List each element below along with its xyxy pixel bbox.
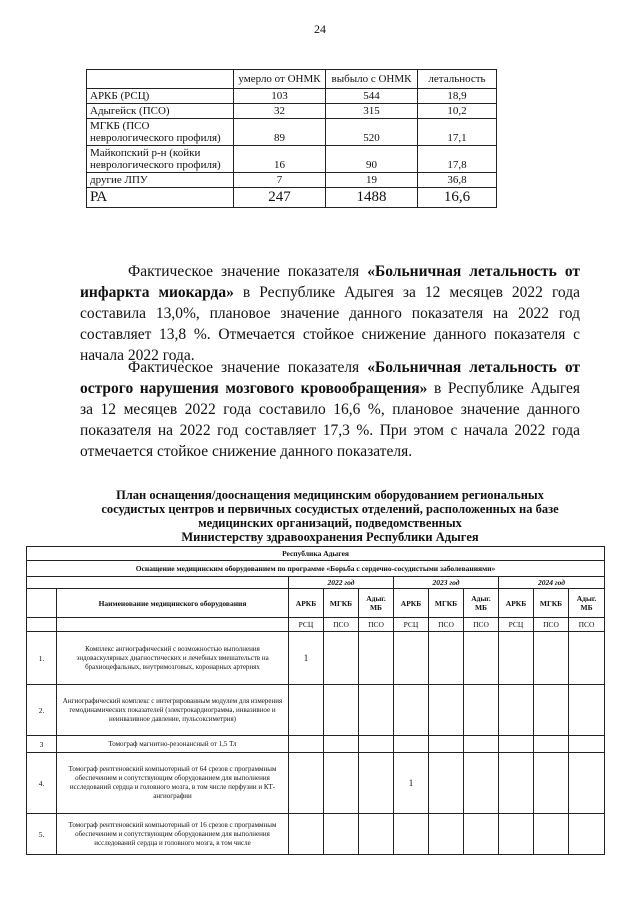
type-header-row xyxy=(27,618,605,632)
table-header-row xyxy=(87,70,497,89)
paragraph-bold: «Больничная летальность от инфаркта миокарда» xyxy=(80,263,581,301)
table-row xyxy=(27,632,605,685)
quantity-cell xyxy=(464,814,499,855)
org-header: АРКБ xyxy=(289,589,324,618)
org-header: МГКБ xyxy=(324,589,359,618)
quantity-cell xyxy=(324,685,359,736)
row-name: Адыгейск (ПСО) xyxy=(87,104,234,119)
quantity-cell xyxy=(429,753,464,814)
quantity-cell xyxy=(394,736,429,753)
program-cell: Оснащение медицинским оборудованием по программе «Борьба с сердечно-сосудистыми заболеваниями» xyxy=(27,561,605,577)
table-row xyxy=(87,119,497,146)
quantity-cell xyxy=(359,632,394,685)
type-header: РСЦ xyxy=(289,618,324,632)
table-row xyxy=(87,146,497,173)
table-row xyxy=(87,104,497,119)
paragraph-bold: «Больничная летальность от острого нарушения мозгового кровообращения» xyxy=(80,359,581,397)
quantity-cell xyxy=(569,753,605,814)
org-header: МГКБ xyxy=(534,589,569,618)
quantity-cell xyxy=(289,736,324,753)
row-name: другие ЛПУ xyxy=(87,173,234,188)
quantity-cell xyxy=(324,753,359,814)
org-header-row xyxy=(27,589,605,618)
org-header: Адыг. МБ xyxy=(359,589,394,618)
quantity-cell xyxy=(499,632,534,685)
row-number: 2. xyxy=(27,685,57,736)
org-header: МГКБ xyxy=(429,589,464,618)
quantity-cell xyxy=(359,814,394,855)
empty-cell xyxy=(27,618,57,632)
paragraph-text: Фактическое значение показателя xyxy=(128,359,368,376)
quantity-cell xyxy=(499,736,534,753)
table-row xyxy=(27,685,605,736)
type-header: ПСО xyxy=(569,618,605,632)
row-died: 7 xyxy=(234,173,326,188)
quantity-cell xyxy=(534,685,569,736)
table-row xyxy=(27,753,605,814)
row-died: 16 xyxy=(234,146,326,173)
row-lethality: 17,1 xyxy=(418,119,497,146)
row-number: 3 xyxy=(27,736,57,753)
row-number: 4. xyxy=(27,753,57,814)
equipment-name: Комплекс ангиографический с возможностью выполнения эндоваскулярных диагностических и лечебных вмешательств на брахиоцефальных, внутримозговых, коронарных артериях xyxy=(57,632,289,685)
row-lethality: 18,9 xyxy=(418,89,497,104)
year-header: 2023 год xyxy=(394,577,499,589)
quantity-cell xyxy=(534,632,569,685)
paragraph-text: Фактическое значение показателя xyxy=(128,263,368,280)
table-total-row xyxy=(87,188,497,208)
row-lethality: 10,2 xyxy=(418,104,497,119)
paragraph-myocardial-infarction xyxy=(80,261,580,366)
type-header: ПСО xyxy=(534,618,569,632)
quantity-cell xyxy=(464,632,499,685)
quantity-cell xyxy=(324,736,359,753)
paragraph-text: в Республике Адыгея за 12 месяцев 2022 года составила 13,0%, плановое значение данного показателя на 2022 год составляет 13,8 %. Отмечается стойкое снижение данного показателя с начала 2022 года. xyxy=(80,284,580,364)
total-discharged: 1488 xyxy=(326,188,418,208)
type-header: ПСО xyxy=(429,618,464,632)
type-header: ПСО xyxy=(324,618,359,632)
row-died: 89 xyxy=(234,119,326,146)
row-discharged: 315 xyxy=(326,104,418,119)
year-header: 2022 год xyxy=(289,577,394,589)
plan-title-line: Министерству здравоохранения Республики Адыгея xyxy=(181,530,479,544)
plan-title-line: сосудистых центров и первичных сосудистых отделений, расположенных на базе xyxy=(101,502,559,516)
total-lethality: 16,6 xyxy=(418,188,497,208)
years-row xyxy=(27,577,605,589)
quantity-cell xyxy=(534,736,569,753)
quantity-cell xyxy=(324,814,359,855)
table-row xyxy=(87,89,497,104)
quantity-cell xyxy=(499,685,534,736)
plan-title xyxy=(80,488,580,544)
empty-cell xyxy=(27,577,289,589)
program-row xyxy=(27,561,605,577)
quantity-cell xyxy=(429,685,464,736)
quantity-cell xyxy=(429,736,464,753)
org-header: АРКБ xyxy=(394,589,429,618)
table-row xyxy=(87,173,497,188)
quantity-cell xyxy=(359,753,394,814)
quantity-cell xyxy=(569,685,605,736)
quantity-cell xyxy=(499,814,534,855)
quantity-cell xyxy=(289,753,324,814)
org-header: Адыг. МБ xyxy=(464,589,499,618)
header-cell: умерло от ОНМК xyxy=(234,70,326,89)
org-header: Адыг. МБ xyxy=(569,589,605,618)
plan-title-line: медицинских организаций, подведомственных xyxy=(198,516,462,530)
quantity-cell xyxy=(359,685,394,736)
equipment-name: Томограф магнитно-резонансный от 1,5 Тл xyxy=(57,736,289,753)
quantity-cell xyxy=(429,632,464,685)
quantity-cell xyxy=(569,632,605,685)
equipment-name: Томограф рентгеновский компьютерный от 64 срезов с программным обеспечением и сопутствующим оборудованием для выполнения исследований сердца и головного мозга, в том числе перфузии и КТ-ангиографии xyxy=(57,753,289,814)
quantity-cell: 1 xyxy=(394,753,429,814)
row-discharged: 90 xyxy=(326,146,418,173)
year-header: 2024 год xyxy=(499,577,605,589)
row-discharged: 544 xyxy=(326,89,418,104)
quantity-cell xyxy=(534,814,569,855)
paragraph-text: в Республике Адыгея за 12 месяцев 2022 года составило 16,6 %, плановое значение данного показателя на 2022 год составляет 17,3 %. При этом с начала 2022 года отмечается стойкое снижение данного показателя. xyxy=(80,380,581,460)
region-cell: Республика Адыгея xyxy=(27,547,605,561)
row-name: Майкопский р-н (койки неврологического профиля) xyxy=(87,146,234,173)
quantity-cell: 1 xyxy=(289,632,324,685)
plan-title-line: План оснащения/дооснащения медицинским оборудованием региональных xyxy=(116,488,544,502)
header-cell: выбыло с ОНМК xyxy=(326,70,418,89)
table-row xyxy=(27,736,605,753)
quantity-cell xyxy=(324,632,359,685)
quantity-cell xyxy=(534,753,569,814)
equipment-name: Томограф рентгеновский компьютерный от 16 срезов с программным обеспечением и сопутствующим оборудованием для выполнения исследований сердца и головного мозга, в том числе xyxy=(57,814,289,855)
empty-cell xyxy=(27,589,57,618)
page-number: 24 xyxy=(314,22,326,36)
row-name: АРКБ (РСЦ) xyxy=(87,89,234,104)
quantity-cell xyxy=(464,753,499,814)
quantity-cell xyxy=(569,736,605,753)
header-cell: летальность xyxy=(418,70,497,89)
quantity-cell xyxy=(394,685,429,736)
quantity-cell xyxy=(429,814,464,855)
quantity-cell xyxy=(359,736,394,753)
equipment-plan-table xyxy=(26,546,605,855)
stroke-lethality-table xyxy=(86,69,497,208)
equipment-name-header: Наименование медицинского оборудования xyxy=(57,589,289,618)
type-header: ПСО xyxy=(359,618,394,632)
row-name: МГКБ (ПСО неврологического профиля) xyxy=(87,119,234,146)
type-header: РСЦ xyxy=(499,618,534,632)
quantity-cell xyxy=(569,814,605,855)
row-died: 32 xyxy=(234,104,326,119)
quantity-cell xyxy=(394,632,429,685)
table-row xyxy=(27,814,605,855)
quantity-cell xyxy=(394,814,429,855)
quantity-cell xyxy=(289,814,324,855)
type-header: ПСО xyxy=(464,618,499,632)
row-number: 1. xyxy=(27,632,57,685)
empty-cell xyxy=(57,618,289,632)
total-died: 247 xyxy=(234,188,326,208)
row-lethality: 36,8 xyxy=(418,173,497,188)
paragraph-stroke xyxy=(80,357,580,462)
quantity-cell xyxy=(499,753,534,814)
row-discharged: 19 xyxy=(326,173,418,188)
quantity-cell xyxy=(464,685,499,736)
org-header: АРКБ xyxy=(499,589,534,618)
equipment-name: Ангиографический комплекс с интегрированным модулем для измерения гемодинамических показателей (электрокардиограмма, инвазивное и неинвазивное давление, пульсоксиметрия) xyxy=(57,685,289,736)
quantity-cell xyxy=(289,685,324,736)
row-lethality: 17,8 xyxy=(418,146,497,173)
header-cell xyxy=(87,70,234,89)
row-discharged: 520 xyxy=(326,119,418,146)
quantity-cell xyxy=(464,736,499,753)
region-row xyxy=(27,547,605,561)
type-header: РСЦ xyxy=(394,618,429,632)
row-number: 5. xyxy=(27,814,57,855)
row-died: 103 xyxy=(234,89,326,104)
total-name: РА xyxy=(87,188,234,208)
